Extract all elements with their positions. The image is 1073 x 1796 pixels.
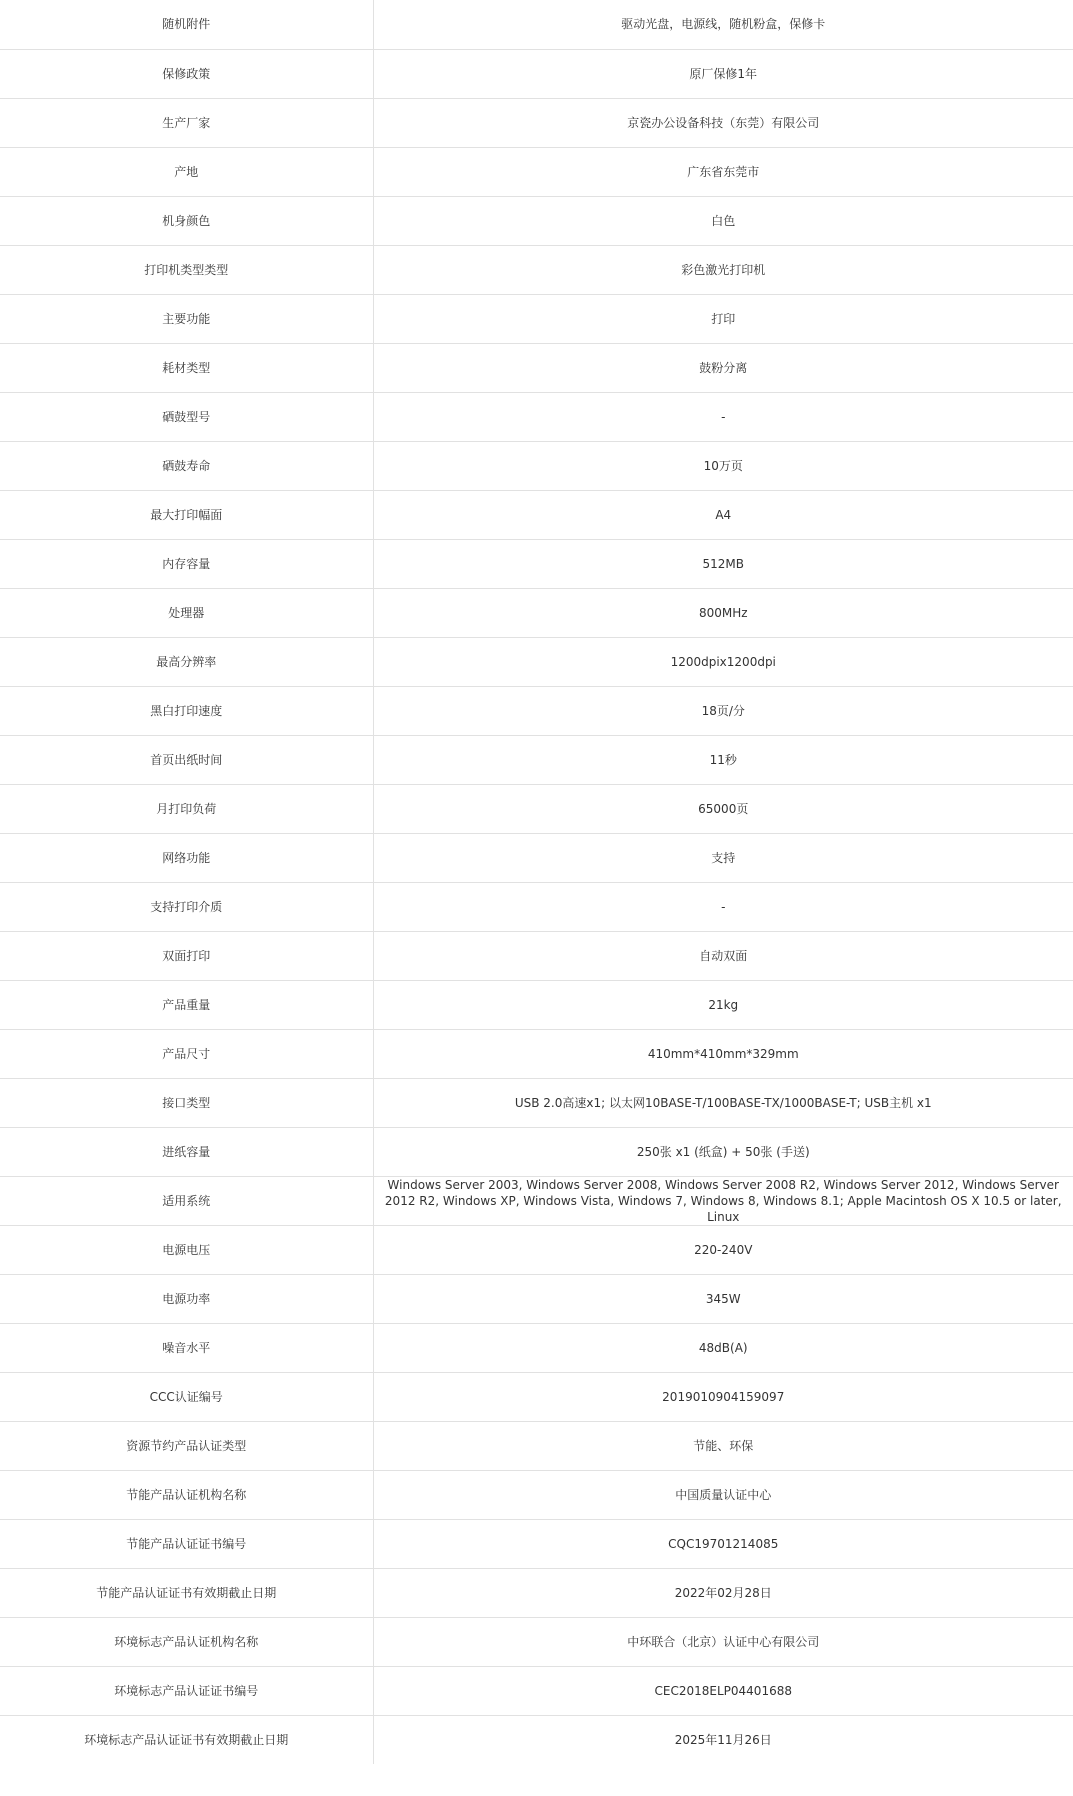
spec-value: 自动双面 (373, 931, 1073, 980)
spec-row (0, 343, 1073, 392)
spec-label: 耗材类型 (0, 343, 373, 392)
spec-value: 2022年02月28日 (373, 1568, 1073, 1617)
spec-value: USB 2.0高速x1; 以太网10BASE-T/100BASE-TX/1000BASE-T; USB主机 x1 (373, 1078, 1073, 1127)
spec-label: 保修政策 (0, 49, 373, 98)
spec-label: 产品尺寸 (0, 1029, 373, 1078)
spec-value: 18页/分 (373, 686, 1073, 735)
spec-value: 打印 (373, 294, 1073, 343)
spec-row (0, 882, 1073, 931)
spec-row (0, 441, 1073, 490)
spec-label: 电源电压 (0, 1225, 373, 1274)
spec-label: 节能产品认证机构名称 (0, 1470, 373, 1519)
spec-label: 环境标志产品认证证书有效期截止日期 (0, 1715, 373, 1764)
spec-row (0, 147, 1073, 196)
spec-value: 10万页 (373, 441, 1073, 490)
spec-row (0, 1421, 1073, 1470)
spec-value: 彩色激光打印机 (373, 245, 1073, 294)
spec-value: 驱动光盘，电源线，随机粉盒，保修卡 (373, 0, 1073, 49)
spec-label: 适用系统 (0, 1176, 373, 1225)
spec-row (0, 735, 1073, 784)
spec-value: 京瓷办公设备科技（东莞）有限公司 (373, 98, 1073, 147)
spec-value: 512MB (373, 539, 1073, 588)
spec-label: 处理器 (0, 588, 373, 637)
spec-value: 800MHz (373, 588, 1073, 637)
spec-row (0, 833, 1073, 882)
spec-row (0, 1568, 1073, 1617)
spec-label: 网络功能 (0, 833, 373, 882)
spec-row (0, 0, 1073, 49)
spec-row (0, 245, 1073, 294)
spec-row (0, 196, 1073, 245)
spec-value: 原厂保修1年 (373, 49, 1073, 98)
spec-value: 11秒 (373, 735, 1073, 784)
spec-label: 首页出纸时间 (0, 735, 373, 784)
spec-label: 产地 (0, 147, 373, 196)
spec-row (0, 98, 1073, 147)
spec-label: 机身颜色 (0, 196, 373, 245)
spec-value: 中国质量认证中心 (373, 1470, 1073, 1519)
spec-value: 鼓粉分离 (373, 343, 1073, 392)
spec-value: CQC19701214085 (373, 1519, 1073, 1568)
spec-label: 节能产品认证证书编号 (0, 1519, 373, 1568)
spec-label: 环境标志产品认证证书编号 (0, 1666, 373, 1715)
spec-label: 接口类型 (0, 1078, 373, 1127)
spec-row (0, 1617, 1073, 1666)
spec-label: 最大打印幅面 (0, 490, 373, 539)
spec-row (0, 931, 1073, 980)
spec-value: 21kg (373, 980, 1073, 1029)
spec-row (0, 49, 1073, 98)
spec-label: 双面打印 (0, 931, 373, 980)
spec-row (0, 1470, 1073, 1519)
spec-value: 白色 (373, 196, 1073, 245)
spec-label: 电源功率 (0, 1274, 373, 1323)
spec-value: CEC2018ELP04401688 (373, 1666, 1073, 1715)
spec-value: - (373, 392, 1073, 441)
spec-value: 支持 (373, 833, 1073, 882)
spec-label: 噪音水平 (0, 1323, 373, 1372)
spec-value: 广东省东莞市 (373, 147, 1073, 196)
spec-value: 220-240V (373, 1225, 1073, 1274)
spec-label: 主要功能 (0, 294, 373, 343)
spec-row (0, 588, 1073, 637)
spec-value: 2019010904159097 (373, 1372, 1073, 1421)
spec-label: CCC认证编号 (0, 1372, 373, 1421)
spec-value: A4 (373, 490, 1073, 539)
spec-label: 内存容量 (0, 539, 373, 588)
spec-value: 节能、环保 (373, 1421, 1073, 1470)
spec-label: 资源节约产品认证类型 (0, 1421, 373, 1470)
spec-row (0, 1078, 1073, 1127)
spec-value: 345W (373, 1274, 1073, 1323)
spec-value: - (373, 882, 1073, 931)
spec-row (0, 1029, 1073, 1078)
spec-row (0, 1127, 1073, 1176)
spec-label: 环境标志产品认证机构名称 (0, 1617, 373, 1666)
spec-row (0, 1715, 1073, 1764)
spec-row (0, 1225, 1073, 1274)
spec-label: 产品重量 (0, 980, 373, 1029)
spec-value: 250张 x1 (纸盒) + 50张 (手送) (373, 1127, 1073, 1176)
spec-row (0, 1176, 1073, 1225)
spec-value: 65000页 (373, 784, 1073, 833)
spec-label: 硒鼓型号 (0, 392, 373, 441)
spec-label: 打印机类型类型 (0, 245, 373, 294)
spec-row (0, 637, 1073, 686)
spec-row (0, 294, 1073, 343)
spec-value: Windows Server 2003, Windows Server 2008, Windows Server 2008 R2, Windows Server 2012, Windows Server 2012 R2, Windows XP, Windows Vista, Windows 7, Windows 8, Windows 8.1; Apple Macintosh OS X 10.5 or later, Linux (373, 1176, 1073, 1225)
spec-label: 生产厂家 (0, 98, 373, 147)
spec-label: 最高分辨率 (0, 637, 373, 686)
spec-row (0, 1274, 1073, 1323)
spec-row (0, 539, 1073, 588)
spec-value: 中环联合（北京）认证中心有限公司 (373, 1617, 1073, 1666)
spec-value: 1200dpix1200dpi (373, 637, 1073, 686)
spec-label: 进纸容量 (0, 1127, 373, 1176)
spec-label: 随机附件 (0, 0, 373, 49)
spec-row (0, 1323, 1073, 1372)
spec-row (0, 980, 1073, 1029)
spec-row (0, 1519, 1073, 1568)
spec-label: 支持打印介质 (0, 882, 373, 931)
spec-row (0, 490, 1073, 539)
spec-label: 节能产品认证证书有效期截止日期 (0, 1568, 373, 1617)
spec-row (0, 1666, 1073, 1715)
spec-row (0, 784, 1073, 833)
spec-value: 48dB(A) (373, 1323, 1073, 1372)
spec-label: 月打印负荷 (0, 784, 373, 833)
spec-label: 黑白打印速度 (0, 686, 373, 735)
spec-row (0, 1372, 1073, 1421)
spec-value: 2025年11月26日 (674, 1732, 772, 1747)
spec-label: 硒鼓寿命 (0, 441, 373, 490)
spec-row (0, 392, 1073, 441)
spec-value: 410mm*410mm*329mm (373, 1029, 1073, 1078)
spec-row (0, 686, 1073, 735)
